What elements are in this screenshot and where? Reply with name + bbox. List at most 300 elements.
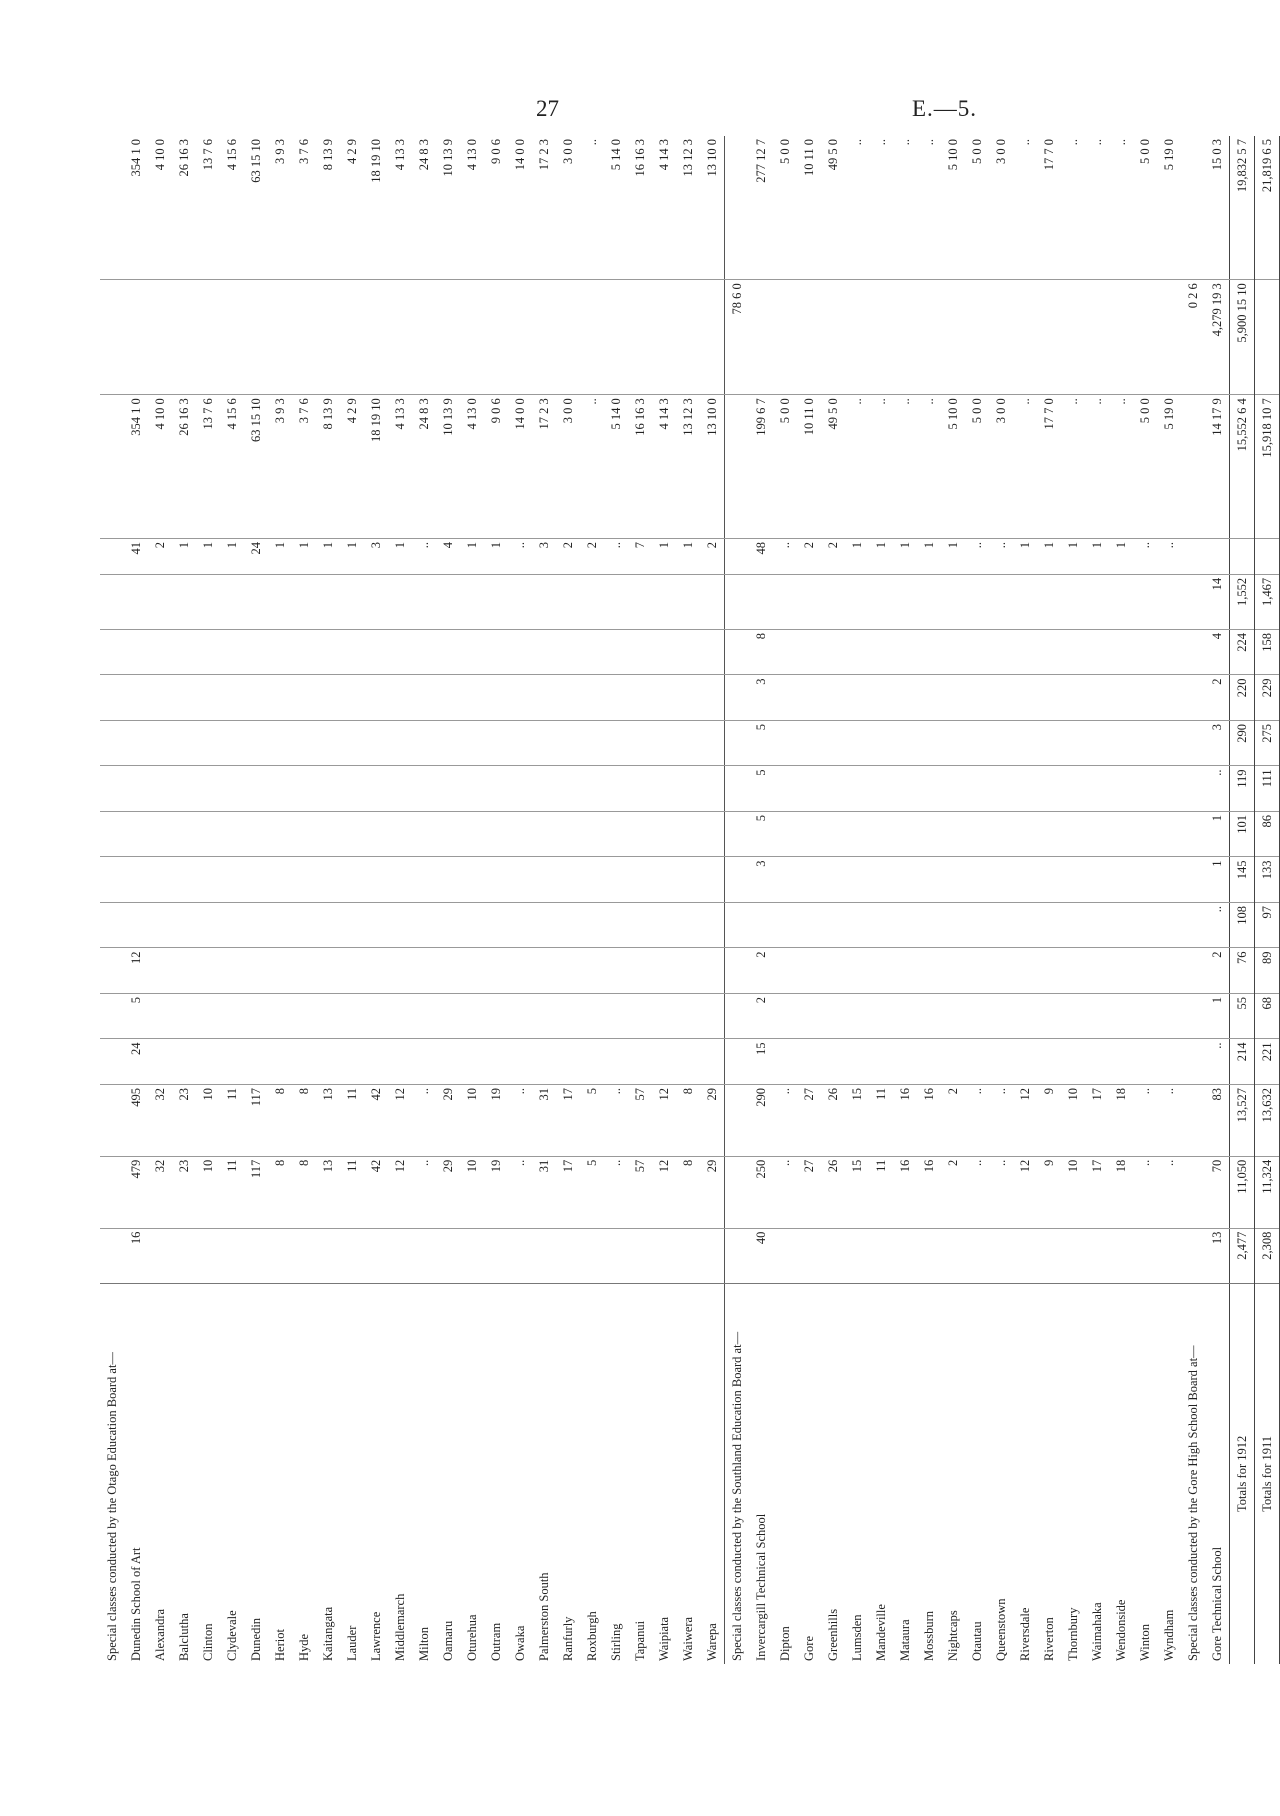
table-cell: 21,819 6 5 [1255,136,1280,280]
table-cell [869,280,893,395]
table-cell: 1 [1061,538,1085,574]
table-cell [556,766,580,812]
table-cell [484,948,508,994]
table-cell: 2 [749,948,773,994]
table-cell: 13,527 [1230,1084,1255,1156]
table-cell: .. [412,538,436,574]
table-cell [436,993,460,1039]
table-cell [845,948,869,994]
table-cell: 1 [196,538,220,574]
table-cell: 277 12 7 [753,139,768,183]
table-cell [700,675,725,721]
table-cell: .. [580,395,604,539]
table-cell [1085,766,1109,812]
table-cell: 15 0 3 [1209,139,1224,171]
table-cell: 55 [1230,993,1255,1039]
table-cell: 97 [1255,902,1280,948]
table-cell [1061,629,1085,675]
table-cell: 5 19 0 [1157,395,1181,539]
table-cell: 15 [749,1039,773,1085]
table-cell: 8 13 9 [316,395,340,539]
table-cell [652,902,676,948]
table-cell: 26 16 3 [176,139,191,177]
table-cell: 17 7 0 [1041,139,1056,171]
table-row [172,136,196,1664]
table-cell [773,857,797,903]
table-cell [220,902,244,948]
table-cell [989,280,1013,395]
row-label: Outram [484,1283,508,1664]
table-cell [845,766,869,812]
table-cell [941,948,965,994]
table-cell [1109,993,1133,1039]
table-cell: 12 [388,1156,412,1228]
table-cell: 27 [797,1156,821,1228]
table-cell: 31 [532,1084,556,1156]
table-cell: 18 19 10 [368,139,383,183]
table-cell [989,948,1013,994]
table-cell: 11,050 [1230,1156,1255,1228]
table-cell [484,629,508,675]
table-cell: 16 [893,1156,917,1228]
table-cell [196,629,220,675]
table-cell [196,1228,220,1283]
table-cell: .. [1205,1039,1230,1085]
table-cell [797,574,821,629]
table-cell [1037,993,1061,1039]
table-cell [1085,1228,1109,1283]
table-cell: .. [584,139,599,146]
totals-row [1255,136,1280,1664]
table-cell [364,1039,388,1085]
table-cell [821,811,845,857]
table-cell: 13 7 6 [196,395,220,539]
table-cell [604,675,628,721]
row-label: Mandeville [869,1283,893,1664]
table-cell [1157,629,1181,675]
table-cell: 2,477 [1230,1228,1255,1283]
table-row [821,136,845,1664]
table-cell [821,574,845,629]
table-cell [941,720,965,766]
table-cell: 16 16 3 [628,395,652,539]
table-cell [1157,720,1181,766]
table-cell: 1 [845,538,869,574]
table-cell [484,766,508,812]
table-cell [917,574,941,629]
table-cell [580,675,604,721]
table-row [700,136,725,1664]
table-cell [1037,1039,1061,1085]
table-cell [388,766,412,812]
table-cell [340,720,364,766]
table-cell [1013,574,1037,629]
table-cell: 9 0 6 [484,395,508,539]
table-cell [652,629,676,675]
table-cell: .. [1157,1084,1181,1156]
table-cell [1181,675,1205,721]
table-cell [220,766,244,812]
table-cell [412,993,436,1039]
table-cell [773,902,797,948]
table-cell [628,720,652,766]
table-cell: .. [1205,766,1230,812]
table-cell [1255,280,1280,395]
row-label: Middlemarch [388,1283,412,1664]
table-cell [556,811,580,857]
table-cell [1037,766,1061,812]
table-cell [797,1039,821,1085]
row-label: Wyndham [1157,1283,1181,1664]
row-label: Stirling [604,1283,628,1664]
table-cell [556,1039,580,1085]
table-cell: 4,279 19 3 [1205,280,1230,395]
table-cell [797,811,821,857]
table-cell [1109,857,1133,903]
table-cell [821,280,845,395]
table-cell [196,574,220,629]
table-cell: .. [965,1156,989,1228]
table-cell: 1 [484,538,508,574]
table-row [268,136,292,1664]
table-cell [556,902,580,948]
table-cell: 10 [1061,1084,1085,1156]
table-cell: 63 15 10 [244,395,268,539]
table-cell [1133,1228,1157,1283]
report-reference: E.—5. [912,96,978,121]
table-cell [652,1228,676,1283]
table-cell [628,280,652,395]
table-cell [869,1228,893,1283]
table-cell [652,720,676,766]
table-cell [1085,811,1109,857]
table-cell [268,811,292,857]
table-cell [580,1228,604,1283]
table-cell [1133,766,1157,812]
table-cell [1109,574,1133,629]
table-row [773,136,797,1664]
table-cell [676,993,700,1039]
row-label: Dunedin [244,1283,268,1664]
table-cell [340,574,364,629]
table-cell [965,675,989,721]
table-cell [821,857,845,903]
table-cell [869,720,893,766]
table-cell [196,948,220,994]
table-cell [725,136,750,280]
table-cell [508,1039,532,1085]
table-row [1013,136,1037,1664]
table-cell [893,857,917,903]
table-cell [196,766,220,812]
table-cell: 10 [1061,1156,1085,1228]
table-cell: 3 0 0 [989,395,1013,539]
table-cell: 89 [1255,948,1280,994]
table-cell [580,720,604,766]
table-cell [604,1228,628,1283]
table-cell [100,1039,124,1085]
table-cell: 1 [460,538,484,574]
table-cell [869,902,893,948]
table-cell: 15,918 10 7 [1255,395,1280,539]
table-cell [316,948,340,994]
table-cell: 26 [821,1084,845,1156]
table-cell: 214 [1230,1039,1255,1085]
table-cell [700,280,725,395]
table-row [388,136,412,1664]
table-cell: 18 [1109,1084,1133,1156]
table-cell: 108 [1230,902,1255,948]
table-cell [845,1228,869,1283]
table-cell [1109,1228,1133,1283]
table-cell [508,857,532,903]
row-label: Queenstown [989,1283,1013,1664]
table-cell: 1 [1109,538,1133,574]
table-cell [100,280,124,395]
table-cell: 1 [340,538,364,574]
table-cell [484,993,508,1039]
table-cell [172,675,196,721]
table-cell [893,574,917,629]
table-cell: 4 14 3 [656,139,671,171]
table-cell [580,1039,604,1085]
table-cell [845,574,869,629]
table-cell [100,948,124,994]
table-cell: 5 10 0 [941,395,965,539]
table-cell [460,629,484,675]
table-cell: 14 0 0 [508,395,532,539]
table-cell [1037,720,1061,766]
table-cell: .. [989,1084,1013,1156]
table-cell [364,675,388,721]
table-cell: .. [989,1156,1013,1228]
table-cell [148,993,172,1039]
table-cell [1133,948,1157,994]
table-cell: 2 [1205,675,1230,721]
table-cell [508,1228,532,1283]
table-cell [725,1084,750,1156]
table-cell: 32 [148,1084,172,1156]
table-cell: 5 [124,993,148,1039]
table-cell [484,902,508,948]
table-cell [100,1156,124,1228]
table-cell [436,811,460,857]
table-cell [1085,1039,1109,1085]
table-cell [292,280,316,395]
table-cell [508,766,532,812]
table-cell: 111 [1255,766,1280,812]
table-cell: 8 [268,1156,292,1228]
row-label: Oamaru [436,1283,460,1664]
table-cell: 41 [124,538,148,574]
table-cell: 15,552 6 4 [1230,395,1255,539]
table-cell [172,948,196,994]
table-cell [1037,629,1061,675]
table-cell [773,1039,797,1085]
table-cell [1061,675,1085,721]
table-cell [1255,538,1280,574]
table-cell: 2,308 [1255,1228,1280,1283]
table-row [124,136,148,1664]
row-label: Totals for 1911 [1255,1283,1280,1664]
row-label: Oturehua [460,1283,484,1664]
table-cell [412,766,436,812]
table-cell: 13 10 0 [700,395,725,539]
table-cell [436,902,460,948]
table-cell [773,811,797,857]
table-cell: 1 [869,538,893,574]
table-cell: 24 [124,1039,148,1085]
table-cell [1133,720,1157,766]
table-cell [1013,1039,1037,1085]
table-cell [556,574,580,629]
table-cell: 2 [556,538,580,574]
table-cell: .. [1133,1156,1157,1228]
table-cell: 17 [1085,1084,1109,1156]
table-cell [148,720,172,766]
table-cell [821,948,845,994]
table-cell: 145 [1230,857,1255,903]
table-cell: 12 [1013,1156,1037,1228]
table-cell [484,1228,508,1283]
table-cell [1037,280,1061,395]
table-cell [1157,1039,1181,1085]
table-cell [172,1228,196,1283]
table-cell [556,1228,580,1283]
table-cell [941,574,965,629]
table-cell [508,902,532,948]
table-cell [100,136,124,280]
table-row [1037,136,1061,1664]
table-cell: 5 [749,766,773,812]
table-cell [388,1228,412,1283]
table-cell [244,766,268,812]
table-cell [1181,993,1205,1039]
table-cell: 3 [364,538,388,574]
table-cell [292,902,316,948]
row-label: Special classes conducted by the Southland Education Board at— [725,1283,750,1664]
table-cell [797,629,821,675]
table-cell [316,720,340,766]
table-cell [869,675,893,721]
table-cell [989,811,1013,857]
table-cell [436,1039,460,1085]
table-cell [556,629,580,675]
table-cell [1037,1228,1061,1283]
row-label: Clydevale [220,1283,244,1664]
table-cell [604,811,628,857]
table-cell [1157,993,1181,1039]
table-cell [1061,902,1085,948]
table-cell: 4 [1205,629,1230,675]
table-cell [869,766,893,812]
table-cell [989,675,1013,721]
table-cell [1061,857,1085,903]
table-cell [340,280,364,395]
table-cell [508,675,532,721]
table-row [292,136,316,1664]
table-cell: 5 [580,1084,604,1156]
table-cell [508,574,532,629]
table-cell [124,574,148,629]
table-cell: 354 1 0 [128,139,143,177]
table-cell [845,902,869,948]
table-cell [893,948,917,994]
table-cell: 42 [364,1084,388,1156]
table-cell [845,675,869,721]
table-cell [484,720,508,766]
row-label: Milton [412,1283,436,1664]
table-cell: 5 0 0 [1137,139,1152,164]
table-cell [508,720,532,766]
table-cell [652,948,676,994]
table-cell [340,902,364,948]
table-row [508,136,532,1664]
table-row [941,136,965,1664]
table-cell [1181,1228,1205,1283]
table-cell [436,857,460,903]
table-cell [148,766,172,812]
table-cell [148,857,172,903]
table-cell [725,538,750,574]
table-cell [797,948,821,994]
table-cell [268,857,292,903]
table-cell: 17 7 0 [1037,395,1061,539]
table-cell [845,720,869,766]
table-cell [1109,811,1133,857]
table-cell: .. [917,395,941,539]
table-cell: 133 [1255,857,1280,903]
table-cell [1109,720,1133,766]
table-cell [292,574,316,629]
table-cell [893,1228,917,1283]
table-cell [556,993,580,1039]
table-cell: 5 0 0 [965,395,989,539]
table-cell [725,857,750,903]
table-cell: 24 8 3 [412,395,436,539]
table-cell [340,675,364,721]
table-cell [580,280,604,395]
table-cell: 220 [1230,675,1255,721]
table-cell [268,574,292,629]
table-cell [460,675,484,721]
table-cell [797,675,821,721]
table-cell [749,280,773,395]
table-cell: 8 [749,629,773,675]
table-cell: 10 [460,1084,484,1156]
table-cell: 290 [749,1084,773,1156]
table-cell [1109,902,1133,948]
table-cell [965,1039,989,1085]
table-cell: 1 [1037,538,1061,574]
table-cell [484,857,508,903]
table-cell: 19,832 5 7 [1230,136,1255,280]
table-cell [893,675,917,721]
table-cell [989,1039,1013,1085]
table-cell: 1 [1205,993,1230,1039]
table-cell [172,902,196,948]
table-cell [1013,1228,1037,1283]
table-cell [1133,902,1157,948]
table-cell [316,574,340,629]
table-cell [148,280,172,395]
table-cell [388,1039,412,1085]
table-cell [941,766,965,812]
row-label: Dipton [773,1283,797,1664]
table-cell [676,280,700,395]
row-label: Waipiata [652,1283,676,1664]
table-cell [628,857,652,903]
